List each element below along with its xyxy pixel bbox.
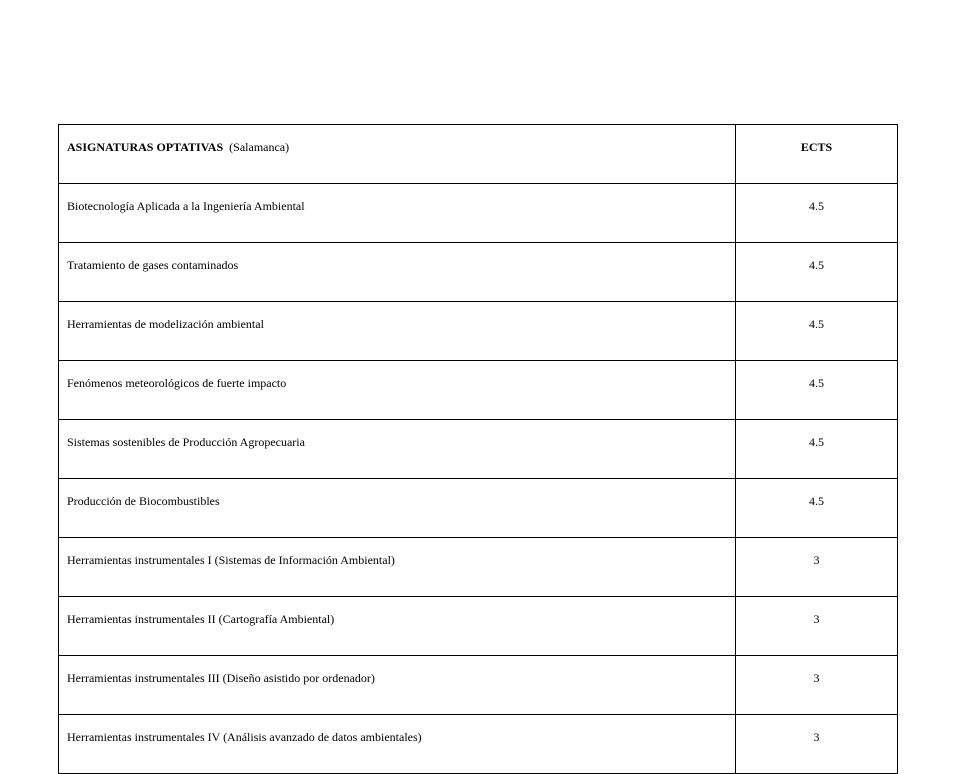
header-ects: ECTS xyxy=(736,125,898,184)
subject-ects: 3 xyxy=(736,656,898,715)
header-subtitle: (Salamanca) xyxy=(229,140,290,154)
table-row xyxy=(59,243,898,302)
subject-ects: 4.5 xyxy=(736,243,898,302)
subject-name: Biotecnología Aplicada a la Ingeniería Ambiental xyxy=(59,184,736,243)
subject-ects: 3 xyxy=(736,715,898,774)
table-row xyxy=(59,597,898,656)
subject-ects: 4.5 xyxy=(736,361,898,420)
table-row xyxy=(59,361,898,420)
subject-ects: 4.5 xyxy=(736,184,898,243)
subject-name: Producción de Biocombustibles xyxy=(59,479,736,538)
subject-name: Fenómenos meteorológicos de fuerte impacto xyxy=(59,361,736,420)
subject-name: Herramientas instrumentales II (Cartografía Ambiental) xyxy=(59,597,736,656)
table-body xyxy=(59,184,898,774)
table-row xyxy=(59,538,898,597)
header-row xyxy=(59,125,898,184)
header-title: ASIGNATURAS OPTATIVAS xyxy=(67,140,224,154)
subject-name: Herramientas instrumentales III (Diseño asistido por ordenador) xyxy=(59,656,736,715)
subject-name: Herramientas de modelización ambiental xyxy=(59,302,736,361)
table-row xyxy=(59,656,898,715)
subject-ects: 4.5 xyxy=(736,302,898,361)
subject-ects: 3 xyxy=(736,538,898,597)
subject-name: Sistemas sostenibles de Producción Agropecuaria xyxy=(59,420,736,479)
subject-name: Tratamiento de gases contaminados xyxy=(59,243,736,302)
optional-subjects-table xyxy=(58,124,898,774)
header-subjects-cell xyxy=(59,125,736,184)
table-header xyxy=(59,125,898,184)
table-row xyxy=(59,715,898,774)
subject-ects: 4.5 xyxy=(736,479,898,538)
table-row xyxy=(59,420,898,479)
subject-ects: 4.5 xyxy=(736,420,898,479)
subject-ects: 3 xyxy=(736,597,898,656)
table-row xyxy=(59,184,898,243)
subject-name: Herramientas instrumentales I (Sistemas de Información Ambiental) xyxy=(59,538,736,597)
table-row xyxy=(59,302,898,361)
subject-name: Herramientas instrumentales IV (Análisis avanzado de datos ambientales) xyxy=(59,715,736,774)
table-row xyxy=(59,479,898,538)
